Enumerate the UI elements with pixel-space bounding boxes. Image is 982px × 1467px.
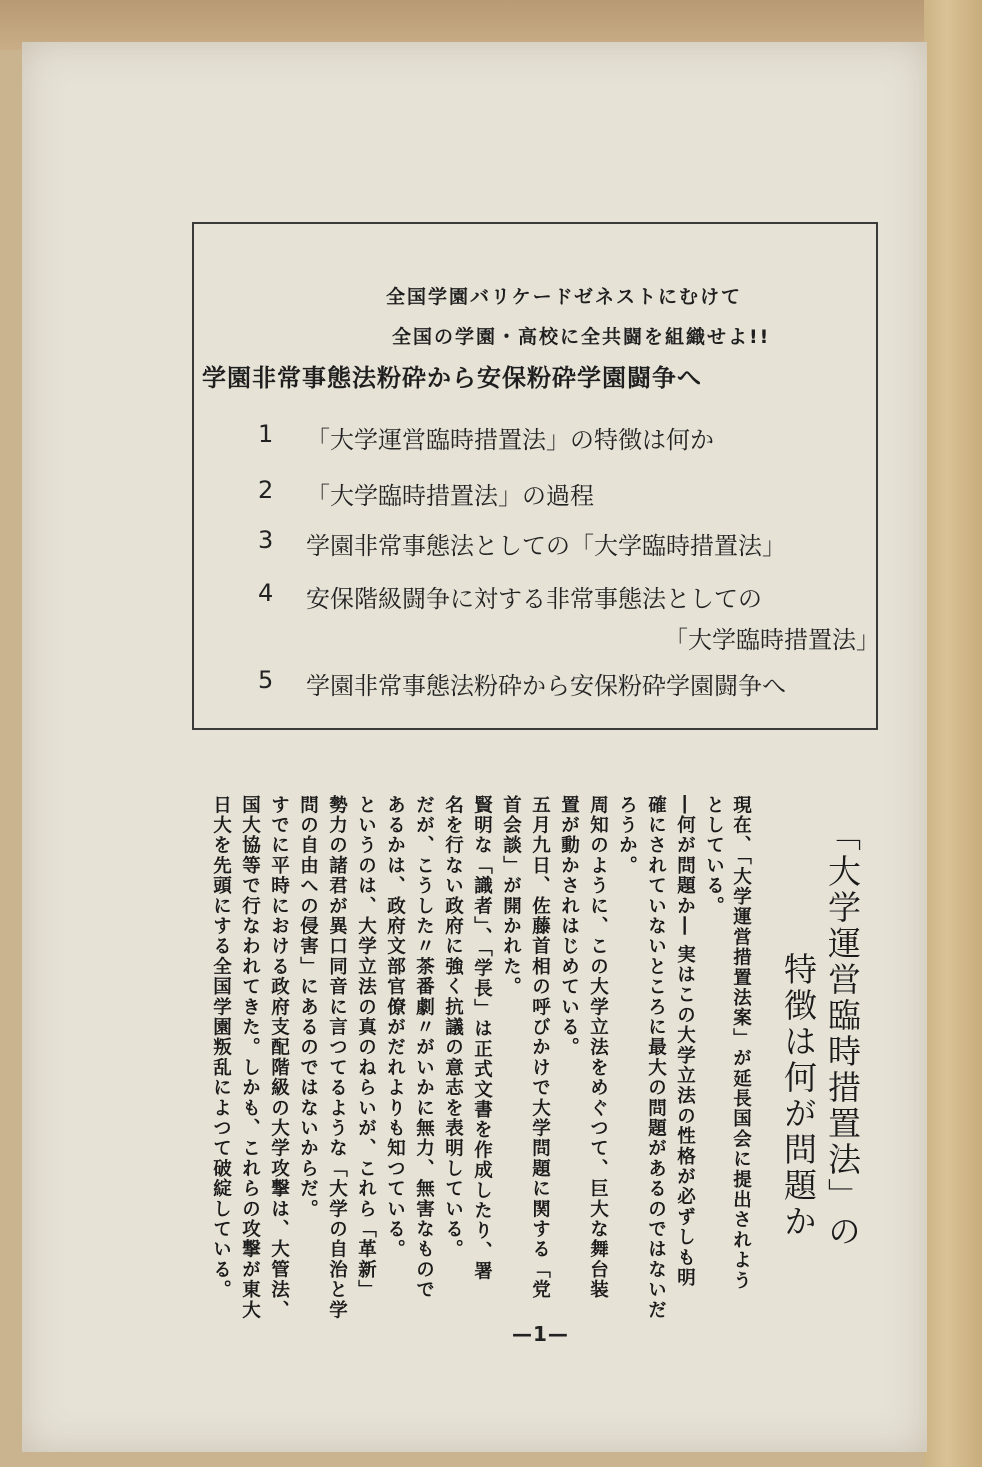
- body-column: としている。: [703, 795, 725, 917]
- body-column: 置が動かされはじめている。: [558, 795, 580, 1058]
- toc-item-3-text: 学園非常事態法としての「大学臨時措置法」: [306, 532, 786, 560]
- body-column: ―何が問題か― 実はこの大学立法の性格が必ずしも明: [674, 795, 696, 1288]
- toc-item-5-number: 5: [258, 666, 274, 694]
- slogan-line-1: 全国学園バリケードゼネストにむけて: [386, 286, 743, 308]
- body-column: ろうか。: [616, 795, 638, 876]
- toc-item-1-number: 1: [258, 420, 274, 448]
- body-column: 現在、「大学運営措置法案」が延長国会に提出されよう: [730, 795, 752, 1291]
- body-column: 確にされていないところに最大の問題があるのではないだ: [645, 795, 667, 1321]
- body-column: あるかは、政府文部官僚がだれよりも知つている。: [384, 795, 406, 1260]
- toc-box: [192, 222, 878, 730]
- body-column: 五月九日、佐藤首相の呼びかけで大学問題に関する「党: [529, 795, 551, 1300]
- body-column: 問の自由への侵害」にあるのではないからだ。: [297, 795, 319, 1220]
- body-column: 名を行ない政府に強く抗議の意志を表明している。: [442, 795, 464, 1260]
- body-column: 国大協等で行なわれてきた。しかも、これらの攻撃が東大: [239, 795, 261, 1321]
- body-column: 賢明な「識者」、「学長」は正式文書を作成したり、署: [471, 795, 493, 1282]
- body-column: というのは、大学立法の真のねらいが、これら「革新」: [355, 795, 377, 1300]
- body-column: 勢力の諸君が異口同音に言つてるような「大学の自治と学: [326, 795, 348, 1321]
- body-column: 首会談」が開かれた。: [500, 795, 522, 997]
- body-column: 日大を先頭にする全国学園叛乱によつて破綻している。: [210, 795, 232, 1300]
- slogan-line-2: 全国の学園・高校に全共闘を組織せよ!!: [392, 326, 771, 348]
- toc-item-2-text: 「大学臨時措置法」の過程: [306, 482, 594, 510]
- page-number: —1—: [512, 1322, 569, 1346]
- section-title-line-2: 特徴は何が問題か: [779, 952, 818, 1240]
- body-column: 周知のように、この大学立法をめぐつて、巨大な舞台装: [587, 795, 609, 1300]
- toc-item-1-text: 「大学運営臨時措置法」の特徴は何か: [306, 426, 714, 454]
- toc-item-4-number: 4: [258, 579, 274, 607]
- body-column: だが、こうした〃茶番劇〃がいかに無力、無害なもので: [413, 795, 435, 1300]
- toc-main-title: 学園非常事態法粉砕から安保粉砕学園闘争へ: [202, 364, 702, 392]
- toc-item-4-text: 安保階級闘争に対する非常事態法としての: [306, 585, 762, 613]
- body-column: すでに平時における政府支配階級の大学攻撃は、大管法、: [268, 795, 290, 1321]
- section-title-line-1: 「大学運営臨時措置法」の: [823, 818, 862, 1250]
- toc-item-2-number: 2: [258, 476, 274, 504]
- toc-item-5-text: 学園非常事態法粉砕から安保粉砕学園闘争へ: [306, 672, 786, 700]
- toc-item-3-number: 3: [258, 526, 274, 554]
- toc-item-4-text-continued: 「大学臨時措置法」: [664, 626, 880, 654]
- book-spine: [924, 0, 982, 1467]
